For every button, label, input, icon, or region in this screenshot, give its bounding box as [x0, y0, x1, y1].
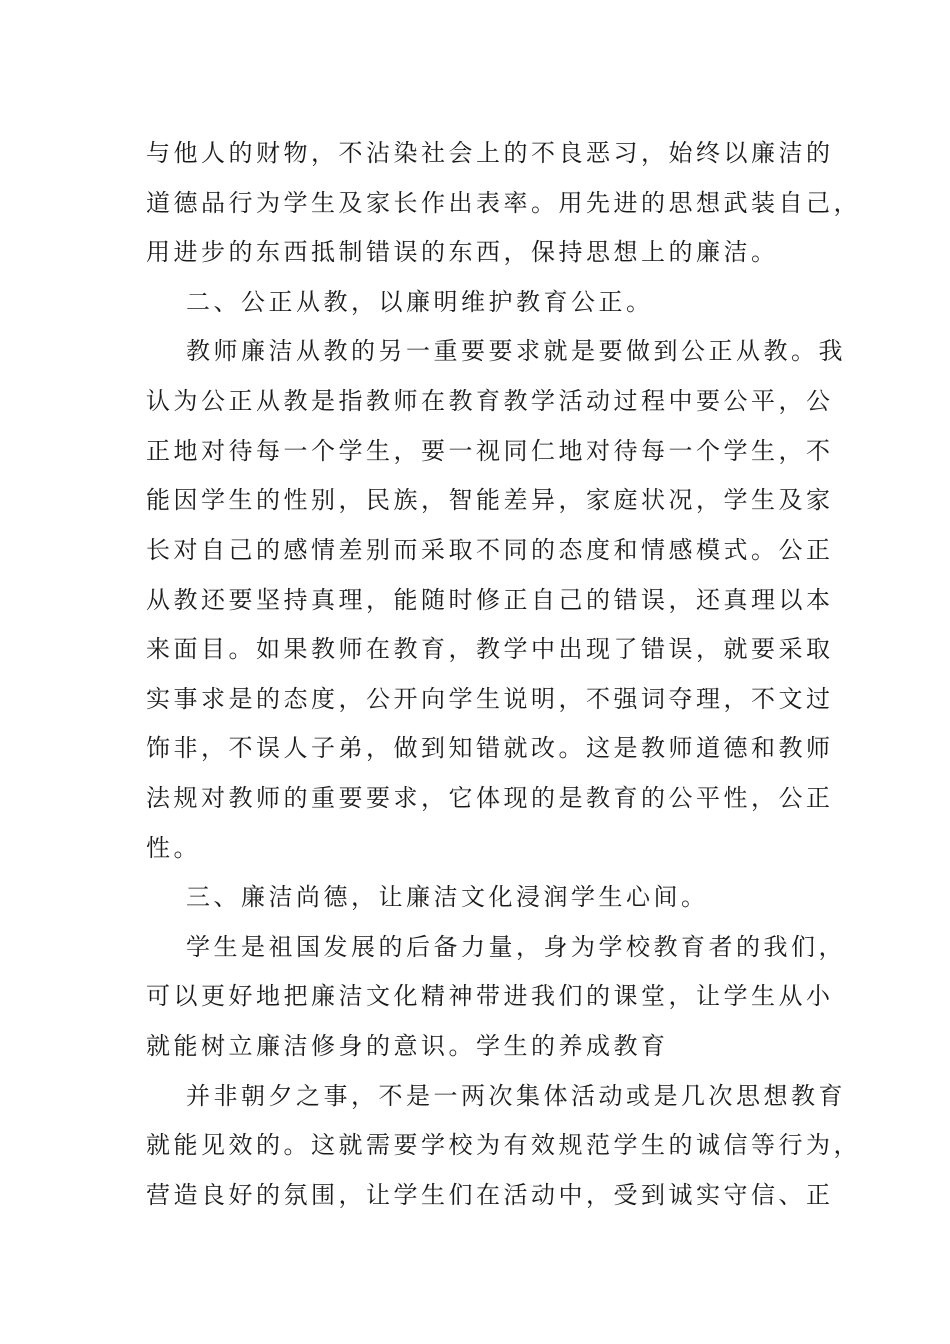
text-line: 法规对教师的重要要求，它体现的是教育的公平性，公正 [146, 784, 834, 812]
text-line: 就能树立廉洁修身的意识。学生的养成教育 [146, 1032, 669, 1060]
text-line: 能因学生的性别，民族，智能差异，家庭状况，学生及家 [146, 486, 834, 514]
text-line: 实事求是的态度，公开向学生说明，不强词夺理，不文过 [146, 685, 834, 713]
text-line: 来面目。如果教师在教育，教学中出现了错误，就要采取 [146, 635, 834, 663]
text-line: 用进步的东西抵制错误的东西，保持思想上的廉洁。 [146, 238, 779, 266]
section-heading: 三、廉洁尚德，让廉洁文化浸润学生心间。 [186, 883, 709, 911]
text-line: 可以更好地把廉洁文化精神带进我们的课堂，让学生从小 [146, 982, 834, 1010]
text-line: 饰非，不误人子弟，做到知错就改。这是教师道德和教师 [146, 734, 834, 762]
text-line: 正地对待每一个学生，要一视同仁地对待每一个学生，不 [146, 437, 834, 465]
text-line: 学生是祖国发展的后备力量，身为学校教育者的我们， [186, 933, 846, 961]
text-line: 营造良好的氛围，让学生们在活动中，受到诚实守信、正 [146, 1181, 834, 1209]
section-heading: 二、公正从教，以廉明维护教育公正。 [186, 288, 654, 316]
text-line: 道德品行为学生及家长作出表率。用先进的思想武装自己， [146, 189, 861, 217]
text-line: 并非朝夕之事，不是一两次集体活动或是几次思想教育 [186, 1082, 846, 1110]
text-line: 长对自己的感情差别而采取不同的态度和情感模式。公正 [146, 536, 834, 564]
text-line: 认为公正从教是指教师在教育教学活动过程中要公平，公 [146, 387, 834, 415]
text-line: 就能见效的。这就需要学校为有效规范学生的诚信等行为， [146, 1131, 861, 1159]
text-line: 与他人的财物，不沾染社会上的不良恶习，始终以廉洁的 [146, 139, 834, 167]
text-line: 教师廉洁从教的另一重要要求就是要做到公正从教。我 [186, 337, 846, 365]
text-line: 从教还要坚持真理，能随时修正自己的错误，还真理以本 [146, 586, 834, 614]
text-line: 性。 [146, 834, 201, 862]
